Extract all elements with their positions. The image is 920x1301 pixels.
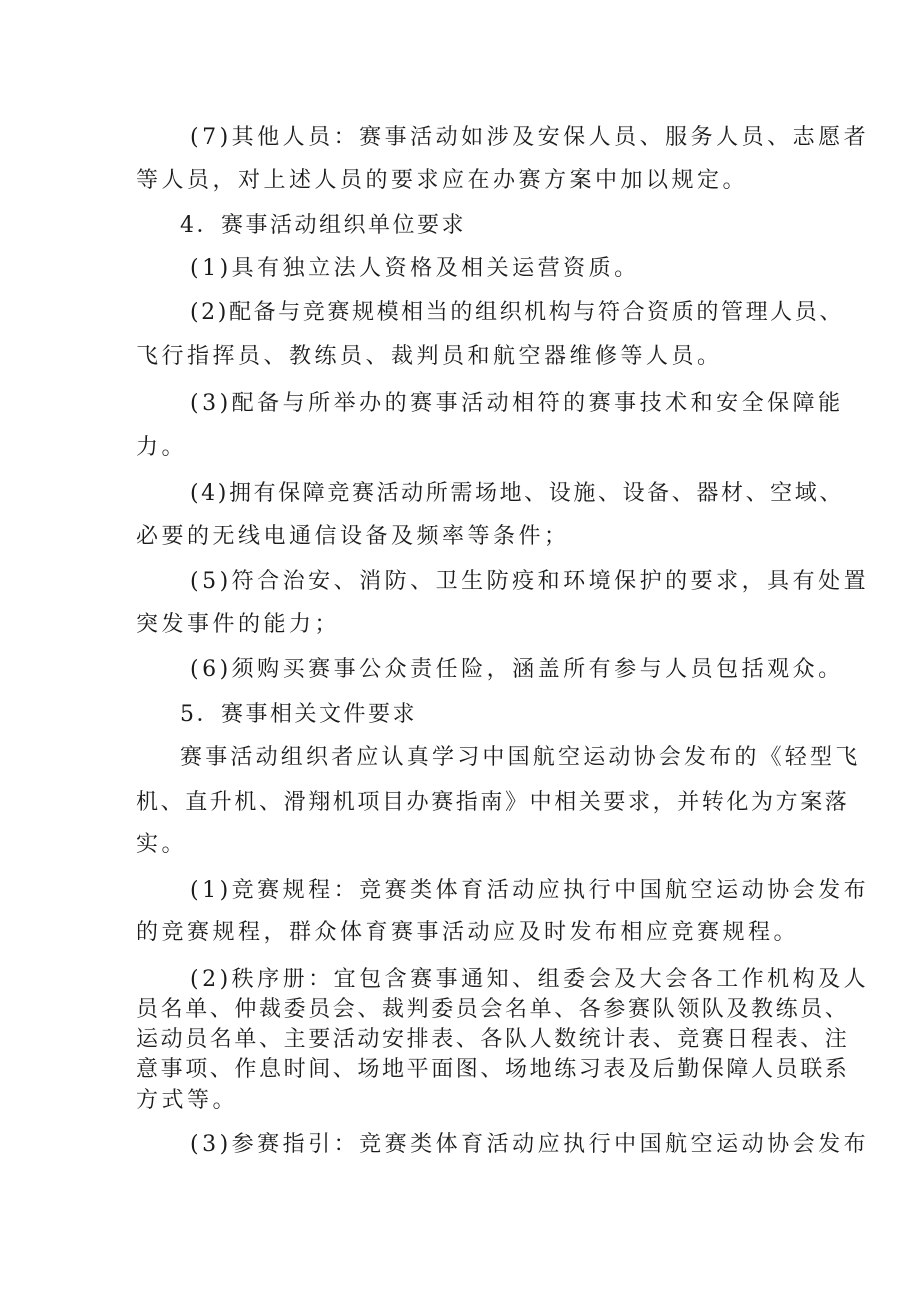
paragraph-line: 等人员，对上述人员的要求应在办赛方案中加以规定。 [136, 168, 749, 193]
paragraph-line: (1)竞赛规程：竞赛类体育活动应执行中国航空运动协会发布 [190, 878, 870, 903]
section-heading: 4．赛事活动组织单位要求 [180, 213, 466, 238]
paragraph-line: 力。 [136, 435, 188, 460]
paragraph-line: (6)须购买赛事公众责任险，涵盖所有参与人员包括观众。 [190, 657, 844, 682]
paragraph-line: 机、直升机、滑翔机项目办赛指南》中相关要求，并转化为方案落 [136, 790, 850, 815]
paragraph-line: (2)配备与竞赛规模相当的组织机构与符合资质的管理人员、 [190, 300, 844, 325]
paragraph-line: (4)拥有保障竞赛活动所需场地、设施、设备、器材、空域、 [190, 481, 844, 506]
paragraph-line: 突发事件的能力； [136, 612, 341, 637]
paragraph-line: (3)参赛指引：竞赛类体育活动应执行中国航空运动协会发布 [190, 1132, 870, 1157]
paragraph-line: (5)符合治安、消防、卫生防疫和环境保护的要求，具有处置 [190, 569, 870, 594]
paragraph-line: (2)秩序册：宜包含赛事通知、组委会及大会各工作机构及人 [190, 967, 870, 992]
paragraph-line: 方式等。 [136, 1088, 239, 1113]
paragraph-line: 运动员名单、主要活动安排表、各队人数统计表、竞赛日程表、注 [136, 1027, 850, 1052]
paragraph-line: (3)配备与所举办的赛事活动相符的赛事技术和安全保障能 [190, 391, 844, 416]
paragraph-line: 意事项、作息时间、场地平面图、场地练习表及后勤保障人员联系 [136, 1057, 850, 1082]
paragraph-line: 员名单、仲裁委员会、裁判委员会名单、各参赛队领队及教练员、 [136, 997, 850, 1022]
paragraph-line: 飞行指挥员、教练员、裁判员和航空器维修等人员。 [136, 344, 723, 369]
paragraph-line: 赛事活动组织者应认真学习中国航空运动协会发布的《轻型飞 [180, 745, 861, 770]
section-heading: 5．赛事相关文件要求 [180, 702, 417, 727]
paragraph-line: (7)其他人员：赛事活动如涉及安保人员、服务人员、志愿者 [190, 125, 870, 150]
paragraph-line: 实。 [136, 832, 188, 857]
paragraph-line: (1)具有独立法人资格及相关运营资质。 [190, 256, 640, 281]
paragraph-line: 的竞赛规程，群众体育赛事活动应及时发布相应竞赛规程。 [136, 920, 800, 945]
paragraph-line: 必要的无线电通信设备及频率等条件； [136, 524, 570, 549]
